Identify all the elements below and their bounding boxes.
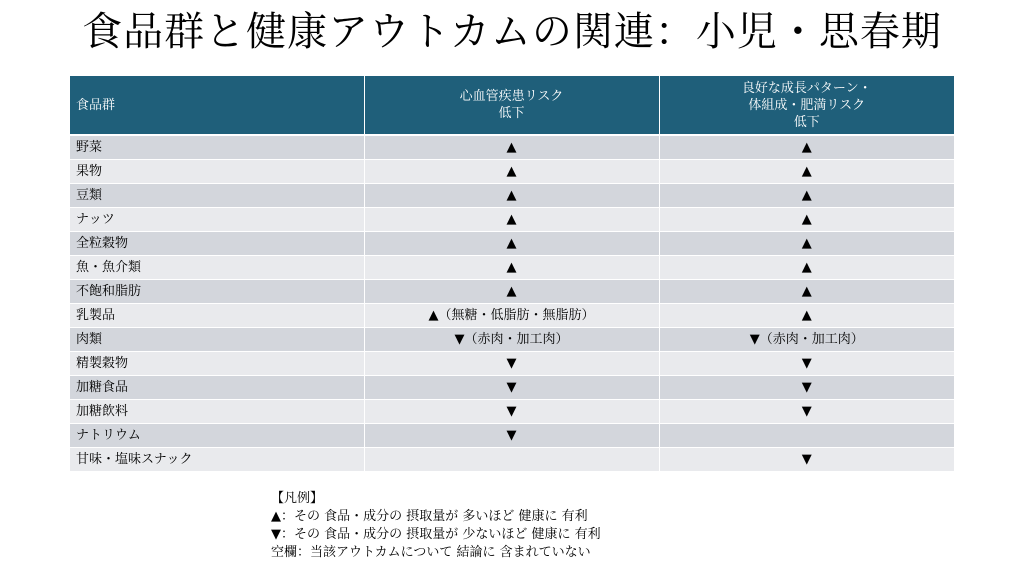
food-group-cell: 果物 bbox=[70, 160, 364, 184]
food-group-cell: 魚・魚介類 bbox=[70, 256, 364, 280]
table-row bbox=[70, 400, 954, 424]
food-group-cell: 野菜 bbox=[70, 135, 364, 160]
cvd-mark-cell: ▲ bbox=[364, 135, 659, 160]
cvd-mark-cell: ▲ bbox=[364, 280, 659, 304]
legend-blank: 空欄：当該アウトカムについて 結論に 含まれていない bbox=[271, 545, 591, 560]
growth-mark-cell: ▲ bbox=[659, 256, 954, 280]
legend-heading: 【凡例】 bbox=[271, 491, 324, 506]
cvd-mark-cell: ▼ bbox=[364, 400, 659, 424]
growth-mark-cell: ▼ bbox=[659, 376, 954, 400]
page-title: 食品群と健康アウトカムの関連：小児・思春期 bbox=[82, 9, 942, 55]
legend bbox=[271, 490, 601, 562]
header-food-group: 食品群 bbox=[70, 76, 364, 135]
table-row bbox=[70, 352, 954, 376]
food-group-cell: ナトリウム bbox=[70, 424, 364, 448]
table-row bbox=[70, 328, 954, 352]
growth-mark-cell: ▲ bbox=[659, 184, 954, 208]
cvd-mark-cell: ▼ bbox=[364, 352, 659, 376]
legend-down: ▼：その 食品・成分の 摂取量が 少ないほど 健康に 有利 bbox=[271, 527, 601, 542]
food-group-cell: 甘味・塩味スナック bbox=[70, 448, 364, 472]
food-group-cell: 全粒穀物 bbox=[70, 232, 364, 256]
table-row bbox=[70, 256, 954, 280]
growth-mark-cell: ▲ bbox=[659, 208, 954, 232]
growth-mark-cell: ▼ bbox=[659, 352, 954, 376]
table-row bbox=[70, 304, 954, 328]
table-row bbox=[70, 135, 954, 160]
legend-up: ▲：その 食品・成分の 摂取量が 多いほど 健康に 有利 bbox=[271, 509, 588, 524]
table-header-row bbox=[70, 76, 954, 135]
cvd-mark-cell: ▲（無糖・低脂肪・無脂肪） bbox=[364, 304, 659, 328]
header-cvd-risk: 心血管疾患リスク 低下 bbox=[364, 76, 659, 135]
table-row bbox=[70, 280, 954, 304]
table-row bbox=[70, 448, 954, 472]
growth-mark-cell: ▲ bbox=[659, 280, 954, 304]
header-growth-risk: 良好な成長パターン・ 体組成・肥満リスク 低下 bbox=[659, 76, 954, 135]
growth-mark-cell: ▲ bbox=[659, 135, 954, 160]
table-row bbox=[70, 208, 954, 232]
food-group-cell: 肉類 bbox=[70, 328, 364, 352]
growth-mark-cell: ▲ bbox=[659, 304, 954, 328]
food-group-cell: 精製穀物 bbox=[70, 352, 364, 376]
table-row bbox=[70, 376, 954, 400]
food-group-cell: ナッツ bbox=[70, 208, 364, 232]
food-group-table bbox=[70, 76, 954, 472]
cvd-mark-cell: ▲ bbox=[364, 160, 659, 184]
food-group-cell: 加糖飲料 bbox=[70, 400, 364, 424]
growth-mark-cell bbox=[659, 424, 954, 448]
cvd-mark-cell: ▲ bbox=[364, 232, 659, 256]
cvd-mark-cell: ▲ bbox=[364, 184, 659, 208]
food-group-cell: 加糖食品 bbox=[70, 376, 364, 400]
growth-mark-cell: ▲ bbox=[659, 160, 954, 184]
cvd-mark-cell: ▲ bbox=[364, 256, 659, 280]
table-row bbox=[70, 424, 954, 448]
food-group-cell: 豆類 bbox=[70, 184, 364, 208]
food-group-cell: 不飽和脂肪 bbox=[70, 280, 364, 304]
growth-mark-cell: ▼（赤肉・加工肉） bbox=[659, 328, 954, 352]
cvd-mark-cell: ▼ bbox=[364, 376, 659, 400]
cvd-mark-cell: ▲ bbox=[364, 208, 659, 232]
cvd-mark-cell: ▼（赤肉・加工肉） bbox=[364, 328, 659, 352]
growth-mark-cell: ▼ bbox=[659, 400, 954, 424]
growth-mark-cell: ▲ bbox=[659, 232, 954, 256]
food-group-cell: 乳製品 bbox=[70, 304, 364, 328]
table-body bbox=[70, 135, 954, 472]
table-row bbox=[70, 232, 954, 256]
cvd-mark-cell bbox=[364, 448, 659, 472]
cvd-mark-cell: ▼ bbox=[364, 424, 659, 448]
table-row bbox=[70, 184, 954, 208]
growth-mark-cell: ▼ bbox=[659, 448, 954, 472]
table-row bbox=[70, 160, 954, 184]
